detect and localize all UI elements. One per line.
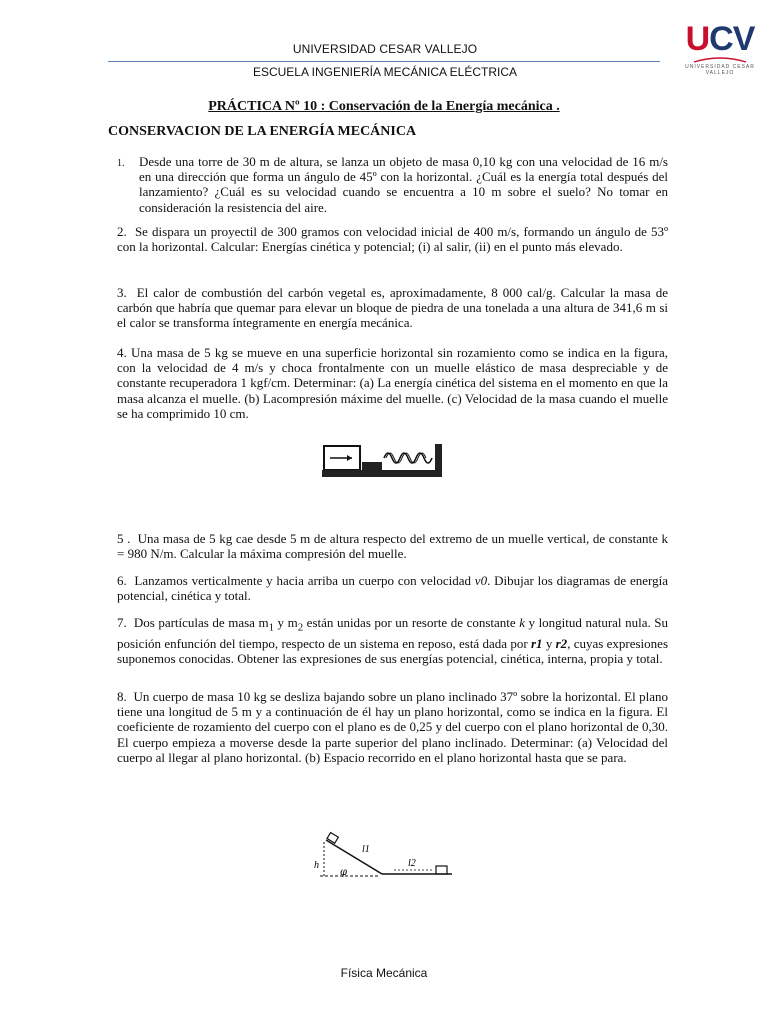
ucv-logo: UCV UNIVERSIDAD CESAR VALLEJO: [685, 20, 755, 76]
school-name: ESCUELA INGENIERÍA MECÁNICA ELÉCTRICA: [252, 65, 518, 79]
problem-text: Un cuerpo de masa 10 kg se desliza bajando sobre un plano inclinado 37º sobre la horizontal. El plano tiene una longitud de 5 m y a continuación de él hay un plano horizontal, como se indica en la figura. El coeficiente de rozamiento del cuerpo con el plano es de 0,25 y del cuerpo con el plano horizontal de 0,30. El cuerpo empieza a moverse desde la parte superior del plano inclinado. Determinar: (a) Velocidad del cuerpo al llegar al plano horizontal. (b) Espacio recorrido en el plano horizontal hasta que se para.: [117, 689, 669, 765]
problem-4: [117, 345, 668, 421]
header-divider: [108, 61, 660, 62]
problem-number: 7.: [117, 615, 127, 630]
problem-number: 8.: [117, 689, 127, 704]
problem-1: [117, 154, 668, 215]
problem-7: 7. Dos partículas de masa $m_1$ y $m_2$ están unidas por un resorte de constante k y longitud natural nula. Su posición enfunción del tiempo, respecto de un sistema en reposo, está dada por r1 y r2, cuyas expresiones suponemos conocidas. Obtener las expresiones de sus energías potencial, cinética, interna, propia y total.: [117, 615, 668, 666]
problem-text: Una masa de 5 kg se mueve en una superficie horizontal sin rozamiento como se indica en la figura, con la velocidad de 4 m/s y choca frontalmente con un muelle elástico de masa despreciable y de constante recuperadora 1 kgf/cm. Determinar: (a) La energía cinética del sistema en el momento en que la masa alcanza el muelle. (b) Lacompresión máxime del muelle. (c) Velocidad de la masa cuando el muelle se ha comprimido 10 cm.: [117, 345, 668, 421]
length-l2-label: l2: [408, 858, 416, 869]
problem-text: Se dispara un proyectil de 300 gramos con velocidad inicial de 400 m/s, formando un ángulo de 53º con la horizontal. Calcular: Energías cinética y potencial; (i) al salir, (ii) en el punto más elevado.: [117, 224, 669, 255]
inclined-plane-figure: [312, 830, 462, 886]
problem-number: 3.: [117, 285, 127, 300]
angle-label: φ: [340, 867, 348, 878]
section-heading: CONSERVACION DE LA ENERGÍA MECÁNICA: [108, 124, 417, 139]
problem-number: 6.: [117, 573, 127, 588]
logo-subtitle: UNIVERSIDAD CESAR VALLEJO: [685, 64, 755, 76]
initial-velocity-symbol: v0: [474, 573, 488, 588]
university-name: UNIVERSIDAD CESAR VALLEJO: [292, 42, 478, 56]
problem-5: [117, 531, 668, 561]
practice-title: PRÁCTICA Nº 10 : Conservación de la Energía mecánica .: [208, 99, 560, 114]
length-l1-label: l1: [362, 844, 370, 855]
page-footer: Física Mecánica: [340, 966, 428, 980]
problem-2: [117, 224, 668, 254]
problem-text: Una masa de 5 kg cae desde 5 m de altura respecto del extremo de un muelle vertical, de constante k = 980 N/m. Calcular la máxima compresión del muelle.: [117, 531, 669, 562]
problem-number: 1.: [117, 158, 125, 169]
problem-number: 2.: [117, 224, 127, 239]
problem-6: 6. Lanzamos verticalmente y hacia arriba un cuerpo con velocidad v0. Dibujar los diagramas de energía potencial, cinética y total.: [117, 573, 668, 604]
mass-spring-figure: [322, 436, 446, 480]
height-label: h: [314, 860, 319, 871]
problem-3: [117, 285, 668, 331]
problem-text: El calor de combustión del carbón vegetal es, aproximadamente, 8 000 cal/g. Calcular la masa de carbón que habría que quemar para elevar un bloque de piedra de una tonelada a una altura de 341,6 m si el calor se transforma íntegramente en energía mecánica.: [117, 285, 669, 331]
problem-number: 4.: [117, 345, 127, 360]
problem-text: Desde una torre de 30 m de altura, se lanza un objeto de masa 0,10 kg con una velocidad de 16 m/s en una dirección que forma un ángulo de 45º con la horizontal. ¿Cuál es la energía total después del lanzamiento? ¿Cuál es su velocidad cuando se encuentra a 10 m sobre el suelo? No tomar en consideración la resistencia del aire.: [139, 154, 668, 215]
problem-number: 5 .: [117, 531, 131, 546]
problem-8: [117, 689, 668, 765]
